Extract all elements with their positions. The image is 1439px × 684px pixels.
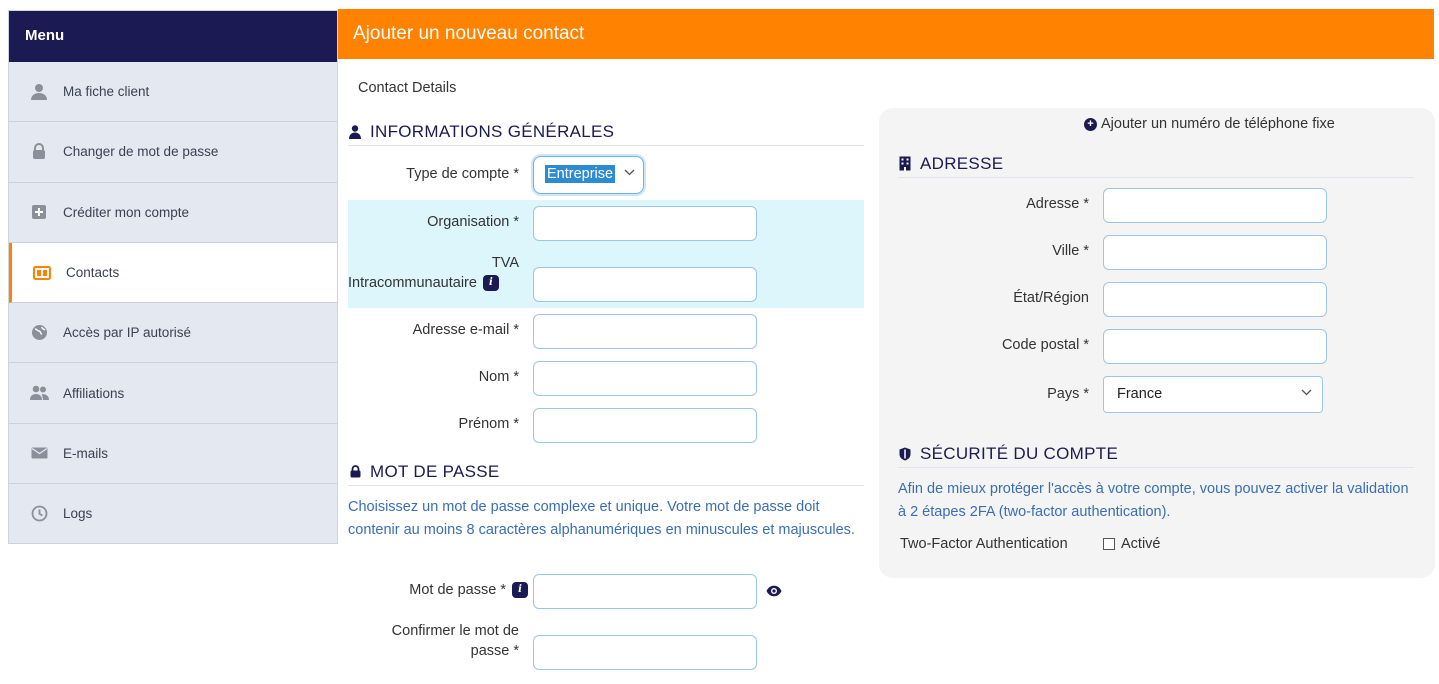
- email-label: Adresse e-mail *: [412, 322, 519, 338]
- address-heading: [898, 150, 1414, 178]
- lastname-input[interactable]: [533, 361, 757, 396]
- page-title: Ajouter un nouveau contact: [338, 9, 1434, 59]
- password-label: [348, 580, 528, 600]
- sidebar-item-changer-mot-de-passe[interactable]: [9, 122, 337, 182]
- sidebar-item-affiliations[interactable]: [9, 363, 337, 423]
- sidebar-item-label: E-mails: [63, 445, 109, 461]
- eye-icon[interactable]: [766, 584, 782, 596]
- general-info-heading: [348, 118, 864, 146]
- building-icon: [898, 156, 912, 172]
- city-input[interactable]: [1103, 235, 1327, 270]
- organisation-label: Organisation *: [427, 214, 519, 230]
- country-label: Pays *: [1047, 386, 1089, 402]
- tva-label-text: Intracommunautaire: [348, 275, 477, 291]
- info-icon[interactable]: i: [483, 275, 499, 291]
- account-type-label: Type de compte *: [406, 166, 519, 182]
- security-heading-text: SÉCURITÉ DU COMPTE: [920, 443, 1119, 463]
- city-label: Ville *: [1052, 243, 1089, 259]
- sidebar-item-label: Accès par IP autorisé: [63, 325, 192, 341]
- zip-input[interactable]: [1103, 329, 1327, 364]
- twofa-label: Two-Factor Authentication: [900, 536, 1068, 552]
- account-type-value: Entreprise: [547, 166, 614, 182]
- address-card-icon: [32, 263, 52, 283]
- twofa-option-label: Activé: [1121, 536, 1161, 552]
- sidebar-title: Menu: [9, 11, 337, 62]
- user-icon: [29, 82, 49, 102]
- clock-icon: [29, 504, 49, 524]
- organisation-input[interactable]: [533, 206, 757, 241]
- password-help-text: Choisissez un mot de passe complexe et unique. Votre mot de passe doit contenir au moins 8 caractères alphanumériques en minuscules et majuscules.: [348, 499, 855, 538]
- checkbox-box[interactable]: [1103, 538, 1115, 550]
- password-label-text: Mot de passe *: [409, 582, 506, 598]
- address-input[interactable]: [1103, 188, 1327, 223]
- globe-icon: [29, 323, 49, 343]
- address-label: Adresse *: [1026, 196, 1089, 212]
- zip-label: Code postal *: [1001, 337, 1089, 353]
- country-value: France: [1117, 386, 1163, 402]
- chevron-down-icon: [624, 167, 635, 179]
- sidebar-item-label: Créditer mon compte: [63, 204, 190, 220]
- sidebar-item-contacts[interactable]: [9, 243, 337, 303]
- lock-icon: [29, 142, 49, 162]
- sidebar-item-logs[interactable]: [9, 484, 337, 544]
- security-help-text: Afin de mieux protéger l'accès à votre compte, vous pouvez activer la validation à 2 étapes 2FA (two-factor authentication).: [898, 481, 1409, 520]
- plus-square-icon: [29, 202, 49, 222]
- add-landline-link[interactable]: [1084, 116, 1335, 132]
- chevron-down-icon: [1301, 387, 1312, 399]
- account-type-select[interactable]: [533, 156, 644, 194]
- email-input[interactable]: [533, 314, 757, 349]
- shield-icon: [898, 446, 912, 462]
- address-heading-text: ADRESSE: [920, 153, 1004, 173]
- sidebar-item-label: Affiliations: [63, 385, 125, 401]
- lastname-label: Nom *: [478, 369, 519, 385]
- twofa-checkbox[interactable]: [1103, 536, 1161, 552]
- sidebar-item-label: Contacts: [66, 265, 120, 281]
- state-label: État/Région: [1013, 290, 1089, 306]
- password-heading: [348, 458, 864, 486]
- confirm-password-input[interactable]: [533, 635, 757, 670]
- add-landline-text: Ajouter un numéro de téléphone fixe: [1101, 116, 1335, 132]
- firstname-label: Prénom *: [458, 416, 519, 432]
- tva-label-line1: TVA: [491, 255, 519, 271]
- plus-circle-icon: +: [1084, 118, 1097, 131]
- envelope-icon: [29, 443, 49, 463]
- tva-label-line2: [348, 273, 528, 293]
- sidebar-item-label: Changer de mot de passe: [63, 144, 219, 160]
- sidebar-item-label: Ma fiche client: [63, 84, 150, 100]
- confirm-password-label-line2: passe *: [470, 643, 519, 659]
- general-info-heading-text: INFORMATIONS GÉNÉRALES: [370, 121, 615, 141]
- user-icon: [348, 124, 362, 140]
- password-input[interactable]: [533, 574, 757, 609]
- sidebar-item-e-mails[interactable]: [9, 424, 337, 484]
- section-subtitle: Contact Details: [358, 80, 457, 96]
- security-heading: [898, 440, 1414, 468]
- confirm-password-label-line1: Confirmer le mot de: [391, 623, 519, 639]
- sidebar-item-acces-ip[interactable]: [9, 303, 337, 363]
- info-icon[interactable]: i: [512, 582, 528, 598]
- password-heading-text: MOT DE PASSE: [370, 461, 500, 481]
- country-select[interactable]: [1103, 376, 1323, 413]
- sidebar-item-label: Logs: [63, 506, 93, 522]
- state-input[interactable]: [1103, 282, 1327, 317]
- sidebar-item-crediter-mon-compte[interactable]: [9, 183, 337, 243]
- firstname-input[interactable]: [533, 408, 757, 443]
- users-icon: [29, 383, 49, 403]
- lock-icon: [348, 464, 362, 480]
- sidebar-item-ma-fiche-client[interactable]: [9, 62, 337, 122]
- tva-input[interactable]: [533, 267, 757, 302]
- sidebar: [8, 10, 338, 544]
